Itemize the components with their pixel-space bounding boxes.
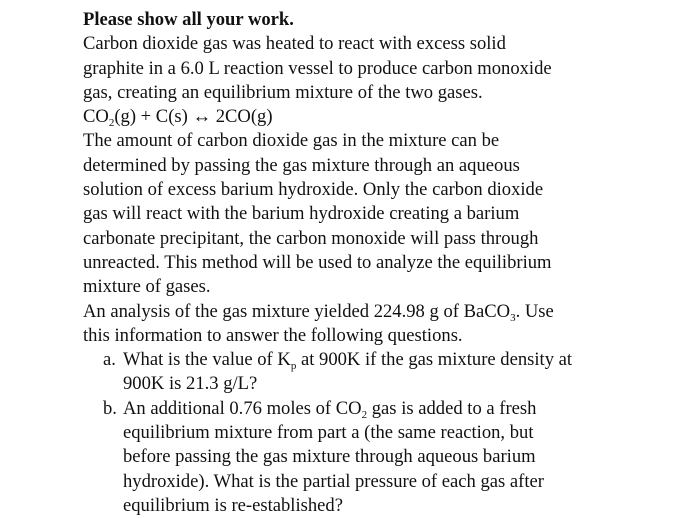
question-text: at 900K if the gas mixture density at [296,349,573,371]
analysis-line: this information to answer the following questions. [83,324,463,346]
question-text: gas is added to a fresh [367,397,537,419]
analysis-line [83,300,683,324]
baco3-subscript: 3 [510,311,516,324]
question-line [123,397,683,421]
question-b [83,397,683,518]
question-line: equilibrium is re-established? [123,494,343,516]
method-line: unreacted. This method will be used to analyze the equilibrium [83,251,552,273]
kp-subscript: p [290,360,297,373]
question-line: hydroxide). What is the partial pressure of each gas after [123,470,544,492]
equation-co2-subscript: 2 [108,117,115,130]
heading: Please show all your work. [83,9,294,30]
method-line: gas will react with the barium hydroxide creating a barium [83,203,520,225]
co2-subscript: 2 [361,408,368,421]
question-line: before passing the gas mixture through aqueous barium [123,446,536,468]
question-line: 900K is 21.3 g/L? [123,373,258,395]
analysis-text: An analysis of the gas mixture yielded 224.98 g of BaCO [83,300,511,322]
question-marker: a. [103,349,116,371]
question-a [83,348,683,397]
question-document [83,8,683,518]
question-text: What is the value of K [123,349,291,371]
analysis-text-end: . Use [515,300,554,322]
question-list [83,348,683,518]
equation-rest: (g) + C(s) ↔ 2CO(g) [114,106,273,128]
method-line: The amount of carbon dioxide gas in the mixture can be [83,130,500,152]
method-line: solution of excess barium hydroxide. Only the carbon dioxide [83,179,544,201]
method-line: carbonate precipitant, the carbon monoxide will pass through [83,227,539,249]
intro-line: Carbon dioxide gas was heated to react with excess solid [83,33,506,55]
question-marker: b. [103,397,117,419]
question-line [123,348,683,372]
method-line: mixture of gases. [83,276,211,298]
reaction-equation [83,105,683,129]
intro-line: gas, creating an equilibrium mixture of the two gases. [83,81,483,103]
intro-paragraph [83,32,683,105]
method-line: determined by passing the gas mixture through an aqueous [83,154,520,176]
question-line: equilibrium mixture from part a (the same reaction, but [123,422,534,444]
intro-line: graphite in a 6.0 L reaction vessel to produce carbon monoxide [83,57,552,79]
equation-co2: CO [83,106,109,128]
analysis-paragraph [83,300,683,349]
method-paragraph [83,129,683,299]
question-text: An additional 0.76 moles of CO [123,397,362,419]
